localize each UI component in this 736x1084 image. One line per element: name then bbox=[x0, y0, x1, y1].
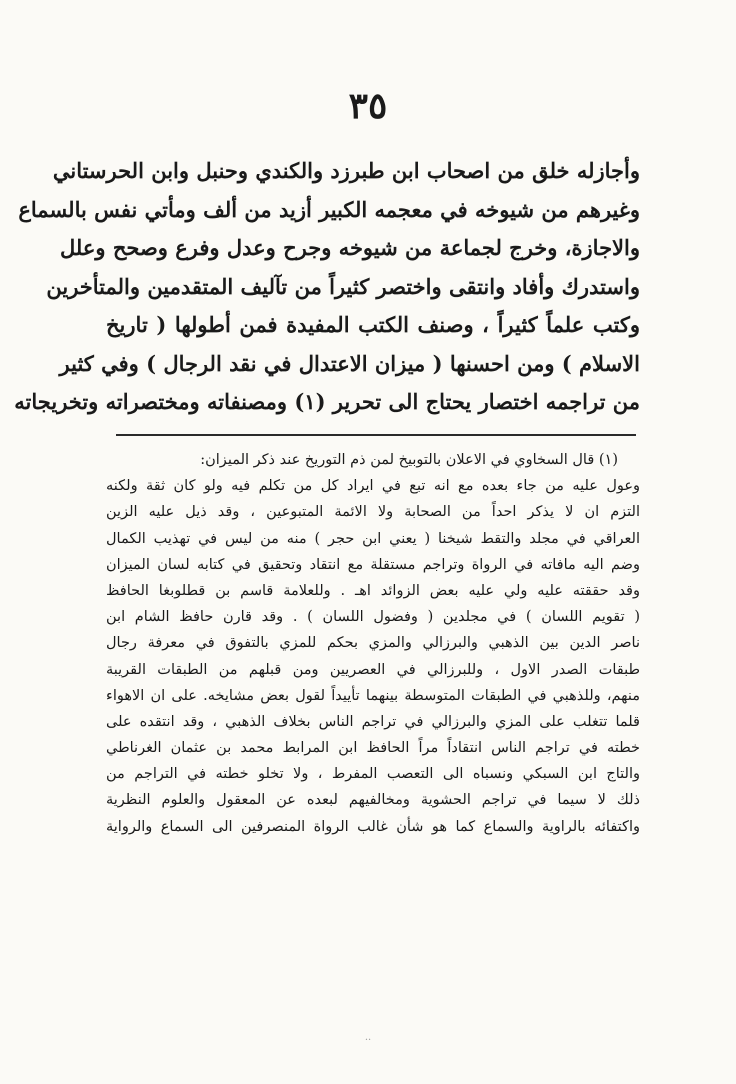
footnote-line: وعول عليه من جاء بعده مع انه تبع في ايراد كل من تكلم فيه ولو كان ثقة ولكنه bbox=[106, 478, 640, 495]
bottom-mark: .. bbox=[364, 1032, 372, 1043]
footnote-line: التزم ان لا يذكر احداً من الصحابة ولا الائمة المتبوعين ، وقد ذيل عليه الزين bbox=[106, 504, 640, 521]
footnote-line: واكتفائه بالراوية والسماع كما هو شأن غالب الرواة المنصرفين الى السماع والرواية bbox=[106, 818, 640, 835]
body-line: وأجازله خلق من اصحاب ابن طبرزد والكندي وحنبل وابن الحرستاني bbox=[52, 158, 640, 183]
footnote-line: منهم، وللذهبي في الطبقات المتوسطة بينهما تأييداً لقول بعض مشايخه. على ان الاهواء bbox=[106, 687, 640, 704]
footnote-line: قلما تتغلب على المزي والبرزالي في تراجم الناس بخلاف الذهبي ، وقد انتقده على bbox=[106, 713, 640, 730]
body-line: الاسلام ) ومن احسنها ( ميزان الاعتدال في نقد الرجال ) وفي كثير bbox=[59, 350, 640, 376]
footnote-separator bbox=[116, 434, 636, 436]
page-number: ٣٥ bbox=[348, 85, 388, 127]
footnote-line: وقد حققته عليه ولي عليه بعض الزوائد اهـ . وللعلامة قاسم بن قطلوبغا الحافظ bbox=[106, 582, 640, 599]
body-line: وغيرهم من شيوخه في معجمه الكبير أزيد من ألف ومأتي نفس بالسماع bbox=[18, 196, 640, 222]
footnote-line: ناصر الدين بين الذهبي والبرزالي والمزي بحكم للمزي بالتفوق في معرفة رجال bbox=[106, 635, 640, 652]
footnote-line: والتاج ابن السبكي ونسباه الى التعصب المفرط ، ولا تخلو خطته في التراجم من bbox=[106, 766, 640, 783]
footnote bbox=[106, 447, 640, 840]
footnote-line: وضم اليه مافاته في الرواة وتراجم مستقلة مع انتقاد وتحقيق في كتابه لسان الميزان bbox=[106, 556, 640, 573]
footnote-line: طبقات الصدر الاول ، وللبرزالي في العصريين ومن قبلهم من الطبقات القريبة bbox=[106, 661, 640, 678]
footnote-line: ذلك لا سيما في تراجم الحشوية ومخالفيهم لبعده عن المعقول والعلوم النظرية bbox=[106, 792, 640, 809]
footnote-line: العراقي في مجلد والتقط شيخنا ( يعني ابن حجر ) منه من ليس في تهذيب الكمال bbox=[106, 530, 640, 547]
body-line: واستدرك وأفاد وانتقى واختصر كثيراً من تآليف المتقدمين والمتأخرين bbox=[46, 273, 640, 299]
footnote-line: ( تقويم اللسان ) في مجلدين ( وفضول اللسان ) . وقد قارن حافظ الشام ابن bbox=[106, 609, 640, 626]
body-line: والاجازة، وخرج لجماعة من شيوخه وجرح وعدل وفرع وصحح وعلل bbox=[60, 235, 640, 260]
main-body-text bbox=[14, 152, 640, 422]
body-line: وكتب علماً كثيراً ، وصنف الكتب المفيدة فمن أطولها ( تاريخ bbox=[106, 312, 640, 337]
body-line: من تراجمه اختصار يحتاج الى تحرير (١) ومصنفاته ومختصراته وتخريجاته bbox=[14, 389, 640, 414]
footnote-line: خطته في تراجم الناس انتقاداً مراً الحافظ ابن المرابط محمد بن عثمان الغرناطي bbox=[106, 740, 640, 757]
footnote-line: (١) قال السخاوي في الاعلان بالتوبيخ لمن ذم التوريخ عند ذكر الميزان: bbox=[200, 452, 618, 468]
